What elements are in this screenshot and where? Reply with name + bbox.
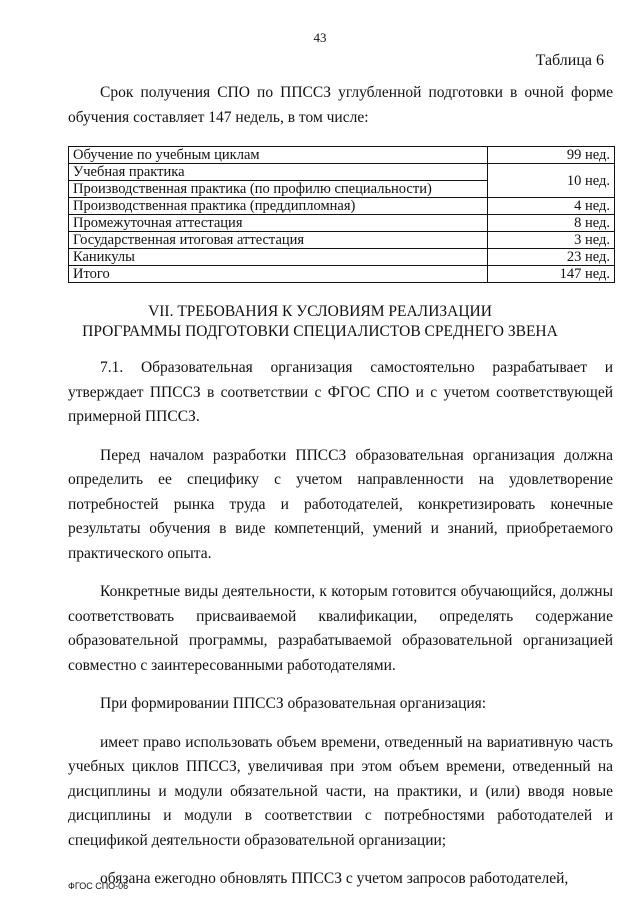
footer-label: ФГОС СПО-06	[68, 881, 129, 891]
row-label: Производственная практика (по профилю специальности)	[69, 181, 488, 198]
row-value: 10 нед.	[488, 164, 615, 198]
row-label: Государственная итоговая аттестация	[69, 232, 488, 249]
row-label: Итого	[69, 266, 488, 283]
schedule-table	[68, 146, 615, 283]
table-caption: Таблица 6	[535, 52, 604, 69]
table-row	[69, 147, 615, 164]
row-value: 3 нед.	[488, 232, 615, 249]
row-value: 4 нед.	[488, 198, 615, 215]
row-value: 8 нед.	[488, 215, 615, 232]
paragraph: Конкретные виды деятельности, к которым готовится обучающийся, должны соответствовать присваиваемой квалификации, определять содержание образовательной программы, разрабатываемой образовательной организацией совместно с заинтересованными работодателями.	[68, 583, 613, 674]
paragraph: 7.1. Образовательная организация самостоятельно разрабатывает и утверждает ППССЗ в соответствии с ФГОС СПО и с учетом соответствующей примерной ППССЗ.	[68, 359, 613, 425]
row-label: Производственная практика (преддипломная)	[69, 198, 488, 215]
section-heading-line: ПРОГРАММЫ ПОДГОТОВКИ СПЕЦИАЛИСТОВ СРЕДНЕГО ЗВЕНА	[82, 323, 558, 340]
section-heading-line: VII. ТРЕБОВАНИЯ К УСЛОВИЯМ РЕАЛИЗАЦИИ	[148, 303, 492, 320]
table-row	[69, 164, 615, 181]
section-heading	[0, 302, 640, 342]
paragraph: обязана ежегодно обновлять ППССЗ с учетом запросов работодателей,	[100, 870, 569, 887]
paragraph: Перед началом разработки ППССЗ образовательная организация должна определить ее специфику с учетом направленности на удовлетворение потребностей рынка труда и работодателей, конкретизировать конечные результаты обучения в виде компетенций, умений и знаний, приобретаемого практического опыта.	[68, 446, 613, 562]
table-row	[69, 266, 615, 283]
row-label: Обучение по учебным циклам	[69, 147, 488, 164]
paragraph: имеет право использовать объем времени, отведенный на вариативную часть учебных циклов ППССЗ, увеличивая при этом объем времени, отведенный на дисциплины и модули обязательной части, на практики, и (или) вводя новые дисциплины и модули в соответствии с потребностями работодателей и спецификой деятельности образовательной организации;	[68, 733, 613, 849]
row-label: Учебная практика	[69, 164, 488, 181]
paragraph: При формировании ППССЗ образовательная организация:	[100, 695, 487, 712]
table-row	[69, 249, 615, 266]
table-row	[69, 198, 615, 215]
body-text	[68, 356, 613, 906]
row-label: Промежуточная аттестация	[69, 215, 488, 232]
row-label: Каникулы	[69, 249, 488, 266]
page-number: 43	[313, 30, 327, 45]
intro-paragraph: Срок получения СПО по ППССЗ углубленной подготовки в очной форме обучения составляет 147 недель, в том числе:	[68, 84, 613, 126]
row-value: 147 нед.	[488, 266, 615, 283]
row-value: 23 нед.	[488, 249, 615, 266]
table-row	[69, 232, 615, 249]
table-row	[69, 215, 615, 232]
row-value: 99 нед.	[488, 147, 615, 164]
